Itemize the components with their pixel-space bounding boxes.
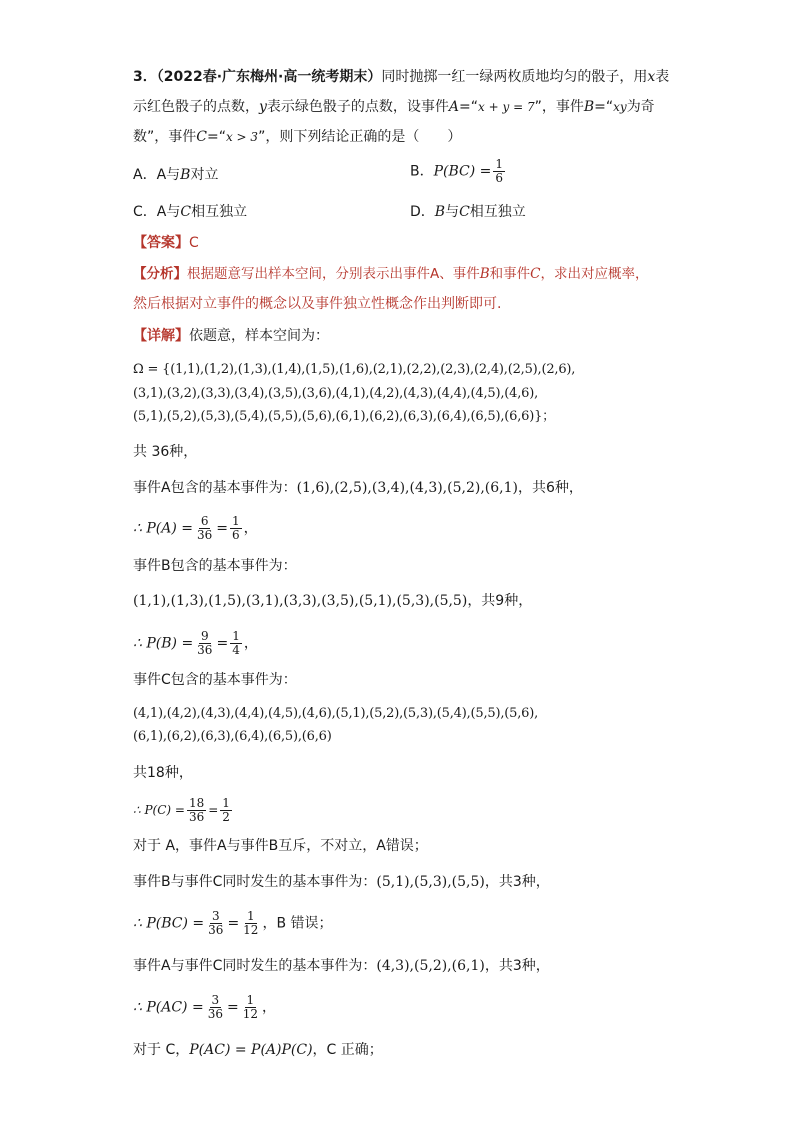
sample-space: Ω = {(1,1),(1,2),(1,3),(1,4),(1,5),(1,6),(2,1),(2,2),(2,3),(2,4),(2,5),(2,6), xyxy=(133,362,576,377)
condition-a: x + y = 7 xyxy=(478,100,535,114)
analysis-text: 、事件 xyxy=(439,266,480,282)
fraction-denominator: 4 xyxy=(232,643,240,657)
fraction-denominator: 6 xyxy=(495,171,504,185)
question-text: =“ xyxy=(594,99,614,115)
question-text: 为奇 xyxy=(626,99,655,115)
analysis-text: ，求出对应概率， xyxy=(540,266,649,282)
event-list: (5,1),(5,3),(5,5) xyxy=(376,874,485,890)
detail-text: 共18种， xyxy=(133,765,193,781)
question-text: ”，则下列结论正确的是（ ） xyxy=(258,129,462,145)
option-text: 与 xyxy=(166,204,181,220)
question-text: ”，事件 xyxy=(534,99,584,115)
fraction-numerator: 6 xyxy=(200,514,209,528)
fraction xyxy=(195,515,214,542)
b-events-line xyxy=(133,591,532,611)
fraction xyxy=(493,158,505,185)
option-text: C xyxy=(459,204,470,220)
analysis-text: C xyxy=(530,266,541,282)
fraction xyxy=(241,910,260,937)
equals: = xyxy=(227,915,240,932)
fraction xyxy=(206,910,225,937)
ac-events-line xyxy=(133,956,550,976)
question-text: 表示绿色骰子的点数，设事件 xyxy=(266,99,449,115)
detail-text: ，共6种， xyxy=(517,480,583,496)
event-c: C xyxy=(196,129,207,145)
fraction xyxy=(230,630,242,657)
question-line-1 xyxy=(133,67,669,87)
fraction xyxy=(230,515,242,542)
detail-text: ，共3种， xyxy=(484,874,550,890)
for-a-line xyxy=(133,836,428,856)
option-label: D． xyxy=(410,204,435,220)
detail-text: 对于 C， xyxy=(133,1042,190,1058)
condition-b: xy xyxy=(613,100,627,114)
sample-space-line-2 xyxy=(133,384,538,404)
event-list: (4,1),(4,2),(4,3),(4,4),(4,5),(4,6),(5,1),(5,2),(5,3),(5,4),(5,5),(5,6), xyxy=(133,706,539,721)
detail-text: 事件C包含的基本事件为： xyxy=(133,672,297,688)
analysis-text: 然后根据对立事件的概念以及事件独立性概念作出判断即可. xyxy=(133,296,502,312)
question-text: 表 xyxy=(655,69,670,85)
fraction-numerator: 1 xyxy=(222,796,230,810)
question-text: 同时抛掷一红一绿两枚质地均匀的骰子，用 xyxy=(381,69,648,85)
total-line xyxy=(133,442,197,462)
condition-c: x > 3 xyxy=(225,130,259,144)
prob-expr: P(AC) = P(A)P(C) xyxy=(189,1042,313,1058)
option-label: A． xyxy=(133,167,157,183)
for-c-line xyxy=(133,1040,383,1060)
pc-line xyxy=(133,797,234,824)
analysis-label: 【分析】 xyxy=(133,266,187,282)
equals: = xyxy=(227,999,239,1016)
var-x: x xyxy=(647,69,656,85)
fraction-denominator: 36 xyxy=(197,643,213,657)
analysis-line-1 xyxy=(133,264,649,284)
b-events-label-line xyxy=(133,556,297,576)
option-text: B xyxy=(180,167,191,183)
pa-line xyxy=(133,515,258,542)
question-text: =“ xyxy=(459,99,479,115)
option-text: C xyxy=(180,204,192,220)
c-events-label-line xyxy=(133,670,297,690)
prob-expr: ∴ P(B) = xyxy=(133,635,194,652)
question-text: =“ xyxy=(206,129,226,145)
event-a: A xyxy=(448,99,460,115)
option-b xyxy=(410,158,507,185)
sample-space-line-1 xyxy=(133,360,575,380)
detail-text: ，共3种， xyxy=(484,958,550,974)
sample-space: (3,1),(3,2),(3,3),(3,4),(3,5),(3,6),(4,1),(4,2),(4,3),(4,4),(4,5),(4,6), xyxy=(133,386,539,401)
sample-space-line-3 xyxy=(133,407,555,427)
option-c xyxy=(133,202,247,222)
equals: = xyxy=(216,520,229,537)
answer-line xyxy=(133,233,199,253)
fraction xyxy=(220,797,232,824)
bc-events-line xyxy=(133,872,550,892)
option-text: 相互独立 xyxy=(191,204,248,220)
detail-text: 对于 A，事件A与事件B互斥，不对立，A错误； xyxy=(133,838,428,854)
detail-text: ， xyxy=(243,635,258,652)
detail-text: 事件A与事件C同时发生的基本事件为： xyxy=(133,958,377,974)
detail-text: ， xyxy=(243,520,258,537)
fraction-denominator: 12 xyxy=(243,923,259,937)
detail-label: 【详解】 xyxy=(133,328,189,344)
option-label: B． xyxy=(410,163,434,180)
detail-text: 事件B与事件C同时发生的基本事件为： xyxy=(133,874,377,890)
event-b: B xyxy=(583,99,595,115)
a-events-line xyxy=(133,478,583,498)
fraction xyxy=(195,630,214,657)
prob-expr: ∴ P(A) = xyxy=(133,520,193,537)
pbc-line xyxy=(133,910,333,937)
fraction-denominator: 6 xyxy=(232,528,240,542)
event-list: (4,3),(5,2),(6,1) xyxy=(376,958,485,974)
question-source: （2022春·广东梅州·高一统考期末） xyxy=(156,69,382,85)
fraction-denominator: 36 xyxy=(208,923,224,937)
fraction-numerator: 3 xyxy=(211,993,220,1007)
fraction-numerator: 3 xyxy=(211,909,220,923)
option-text: A xyxy=(156,167,167,183)
detail-line-intro xyxy=(133,326,329,346)
detail-text: ，C 正确； xyxy=(312,1042,383,1058)
c-count-line xyxy=(133,763,193,783)
pac-line xyxy=(133,994,276,1021)
prob-expr: ∴ P(AC) = xyxy=(133,999,204,1016)
question-number: 3． xyxy=(133,69,157,85)
option-a xyxy=(133,165,218,185)
answer-label: 【答案】 xyxy=(133,235,189,251)
event-list: (1,1),(1,3),(1,5),(3,1),(3,3),(3,5),(5,1),(5,3),(5,5) xyxy=(133,593,468,609)
question-line-2 xyxy=(133,97,655,117)
fraction xyxy=(241,994,260,1021)
fraction-denominator: 12 xyxy=(242,1007,259,1021)
fraction-numerator: 1 xyxy=(246,993,255,1007)
detail-text: 事件B包含的基本事件为： xyxy=(133,558,297,574)
fraction-denominator: 36 xyxy=(197,528,213,542)
fraction-denominator: 36 xyxy=(188,810,205,824)
c-events-line-1 xyxy=(133,704,538,724)
option-text: 与 xyxy=(445,204,460,220)
event-list: (1,6),(2,5),(3,4),(4,3),(5,2),(6,1) xyxy=(296,480,518,496)
option-text: 对立 xyxy=(190,167,219,183)
question-text: 示红色骰子的点数， xyxy=(133,99,259,115)
fraction xyxy=(187,797,206,824)
option-d xyxy=(410,202,526,222)
answer-value: C xyxy=(189,235,199,251)
option-label: C． xyxy=(133,204,157,220)
analysis-text: A xyxy=(430,266,440,282)
detail-text: ，B 错误； xyxy=(262,915,333,932)
analysis-text: 和事件 xyxy=(489,266,531,282)
detail-text: ，共9种， xyxy=(467,593,533,609)
fraction xyxy=(206,994,225,1021)
pb-line xyxy=(133,630,258,657)
detail-text: 依题意，样本空间为： xyxy=(189,328,329,344)
prob-expr: ∴ P(BC) = xyxy=(133,915,205,932)
option-expr: P(BC) = xyxy=(433,163,492,180)
detail-text: 共 36种， xyxy=(133,444,198,460)
equals: = xyxy=(216,635,229,652)
option-text: B xyxy=(434,204,446,220)
fraction-numerator: 1 xyxy=(495,157,504,171)
fraction-numerator: 1 xyxy=(232,629,240,643)
question-line-3 xyxy=(133,127,461,147)
analysis-text: 根据题意写出样本空间，分别表示出事件 xyxy=(187,266,430,282)
analysis-text: B xyxy=(479,266,490,282)
detail-text: 事件A包含的基本事件为： xyxy=(133,480,297,496)
fraction-denominator: 36 xyxy=(207,1007,223,1021)
var-y: y xyxy=(259,99,267,115)
option-text: A xyxy=(156,204,167,220)
event-list: (6,1),(6,2),(6,3),(6,4),(6,5),(6,6) xyxy=(133,729,332,744)
fraction-denominator: 2 xyxy=(222,810,230,824)
c-events-line-2 xyxy=(133,727,332,747)
prob-expr: ∴ P(C) = xyxy=(133,803,185,817)
fraction-numerator: 9 xyxy=(200,629,209,643)
sample-space: (5,1),(5,2),(5,3),(5,4),(5,5),(5,6),(6,1),(6,2),(6,3),(6,4),(6,5),(6,6)}； xyxy=(133,409,555,424)
fraction-numerator: 1 xyxy=(246,909,255,923)
fraction-numerator: 18 xyxy=(188,796,205,810)
detail-text: ， xyxy=(262,999,277,1016)
fraction-numerator: 1 xyxy=(232,514,240,528)
equals: = xyxy=(208,803,219,817)
option-text: 相互独立 xyxy=(469,204,526,220)
option-text: 与 xyxy=(166,167,181,183)
analysis-line-2 xyxy=(133,294,501,314)
question-text: 数”，事件 xyxy=(133,129,197,145)
